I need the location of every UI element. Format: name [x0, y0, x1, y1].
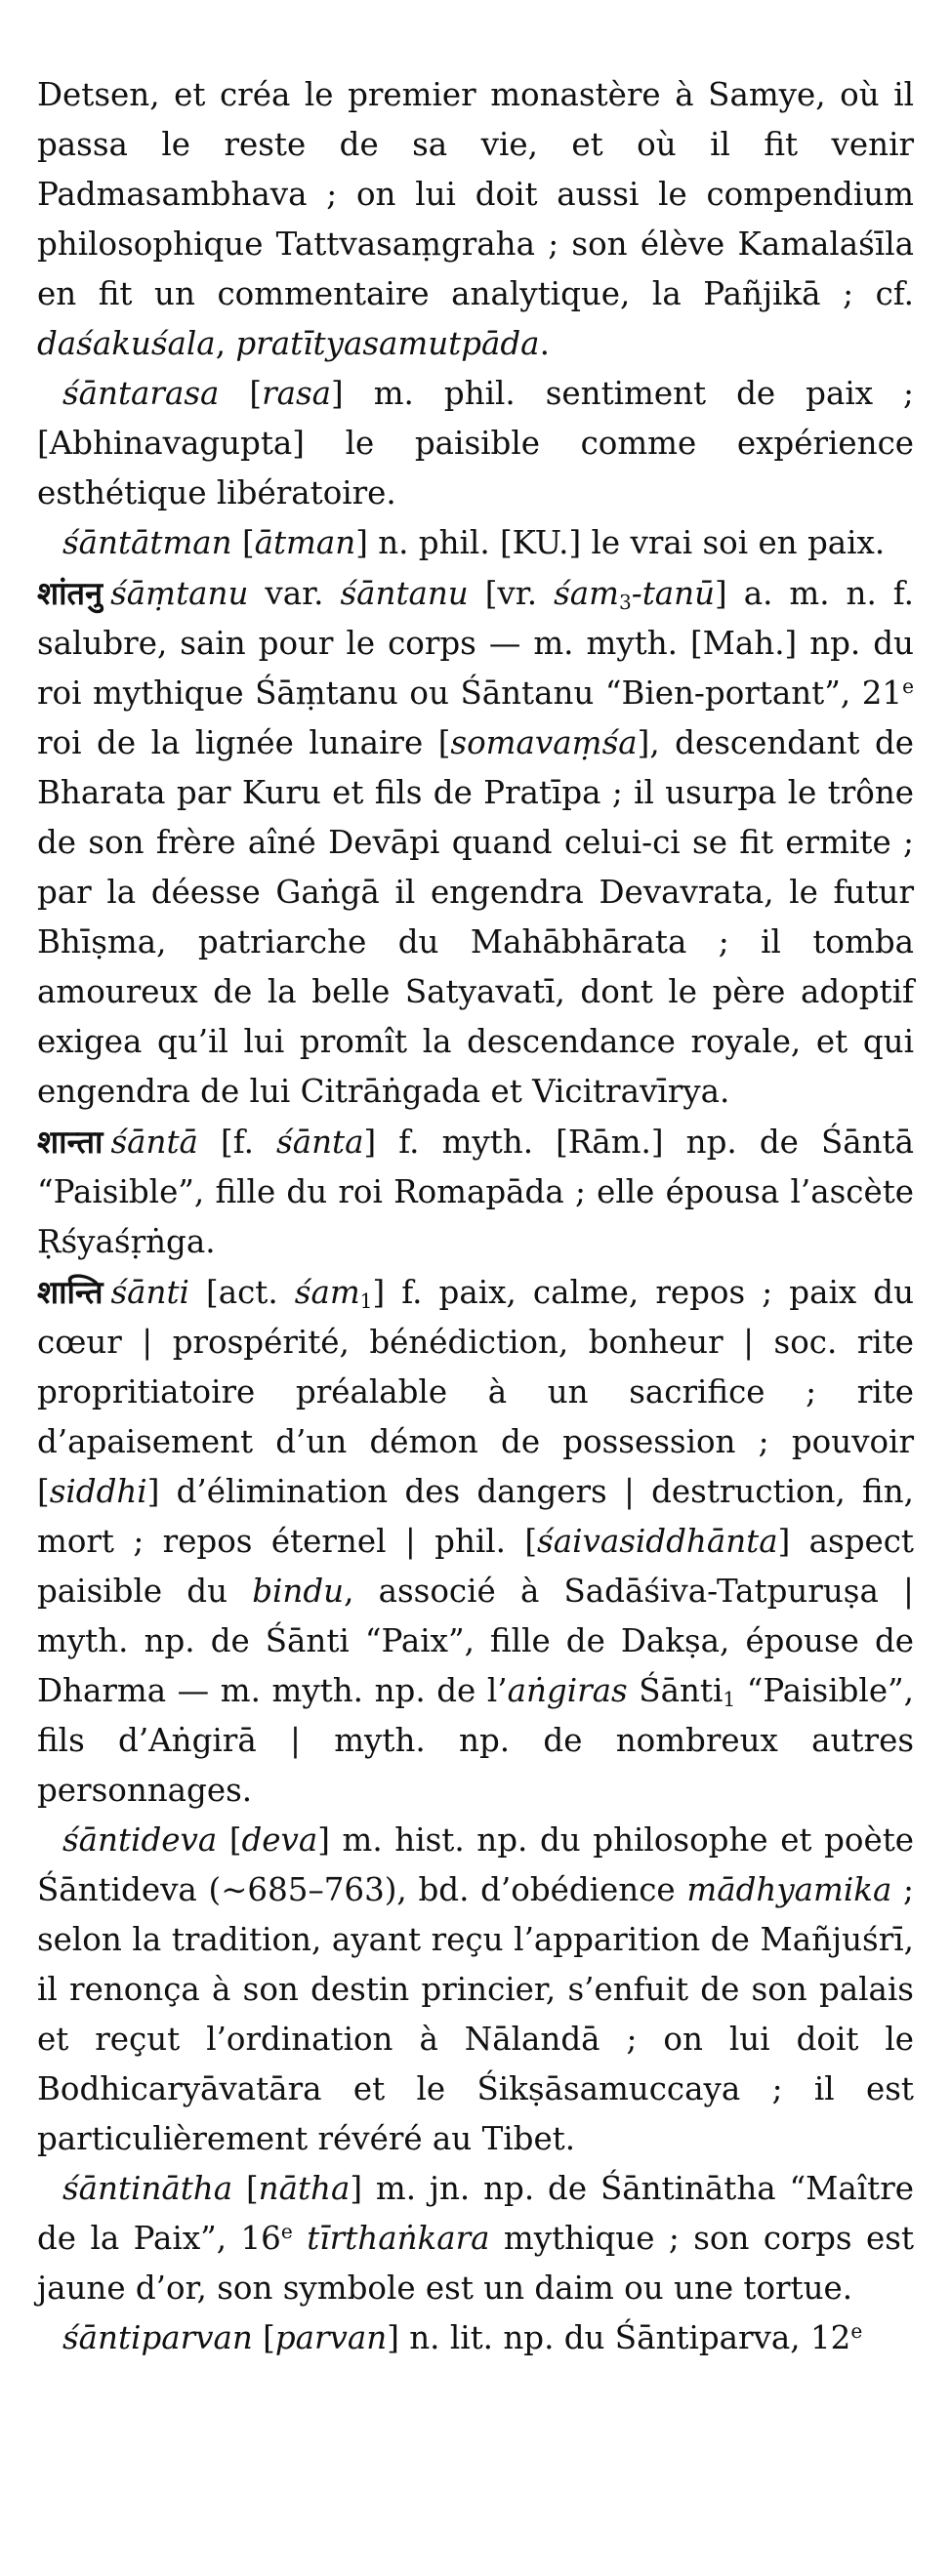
- entry-text: [: [217, 1821, 242, 1859]
- devanagari-headword: शांतनु: [37, 574, 103, 612]
- subscript-index: 3: [618, 591, 632, 615]
- italic-term: rasa: [262, 375, 332, 412]
- entry-santideva: [37, 1816, 914, 2164]
- superscript-ordinal: e: [280, 2219, 293, 2243]
- entry-santinatha: [37, 2164, 914, 2313]
- entry-text: ,: [215, 325, 236, 362]
- entry-text: [: [219, 375, 263, 412]
- entry-continuation: [37, 70, 914, 369]
- entry-text: ] f. myth. [Rām.] np. de Śāntā “Paisible”, fille du roi Romapāda ; elle épousa l’ascète Ṛśyaśṛṅga.: [37, 1124, 914, 1260]
- superscript-ordinal: e: [902, 674, 914, 698]
- italic-term: śaivasiddhānta: [537, 1523, 778, 1560]
- entry-text: ] n. phil. [KU.] le vrai soi en paix.: [355, 524, 886, 561]
- italic-term: mādhyamika: [686, 1871, 892, 1908]
- italic-term: śāntarasa: [62, 375, 220, 412]
- entry-text: roi de la lignée lunaire [: [37, 724, 451, 761]
- entry-santa: [37, 1117, 914, 1267]
- italic-term: śānti: [110, 1274, 189, 1311]
- entry-text: ] d’élimination des dangers | destruction, fin, mort ; repos éternel | phil. [: [37, 1473, 914, 1560]
- entry-text: [: [252, 2319, 275, 2356]
- superscript-ordinal: e: [850, 2318, 863, 2343]
- entry-text: var.: [248, 575, 341, 612]
- entry-text: ] f. paix, calme, repos ; paix du cœur | prospérité, bénédiction, bonheur | soc. rite propritiatoire préalable à un sacrifice ; rite d’apaisement d’un démon de possession ; pouvoir [: [37, 1274, 915, 1510]
- entry-text: [: [232, 2170, 259, 2207]
- entry-text: .: [539, 325, 550, 362]
- italic-term: śāntiparvan: [62, 2319, 253, 2356]
- entry-samtanu: [37, 568, 914, 1117]
- entry-text: ] m. jn. np. de Śāntinātha “Maître de la Paix”, 16: [37, 2170, 914, 2257]
- entry-text: ; selon la tradition, ayant reçu l’apparition de Mañjuśrī, il renonça à son destin princier, s’enfuit de son palais et reçut l’ordination à Nālandā ; on lui doit le Bodhicaryāvatāra et le Śikṣāsamuccaya ; il est particulièrement révéré au Tibet.: [37, 1871, 915, 2157]
- italic-term: aṅgiras: [507, 1672, 628, 1709]
- italic-term: śāntātman: [62, 524, 232, 561]
- entry-text: Detsen, et créa le premier monastère à Samye, où il passa le reste de sa vie, et où il fit venir Padmasambhava ; on lui doit aussi le compendium philosophique Tattvasaṃgraha ; son élève Kamalaśīla en fit un commentaire analytique, la Pañjikā ; cf.: [37, 76, 914, 312]
- italic-term: nātha: [258, 2170, 351, 2207]
- entry-text: ] aspect paisible du: [37, 1523, 914, 1610]
- subscript-index: 1: [723, 1688, 736, 1712]
- entry-text: mythique ; son corps est jaune d’or, son symbole est un daim ou une tortue.: [37, 2220, 914, 2307]
- entry-text: ] a. m. n. f. salubre, sain pour le corps — m. myth. [Mah.] np. du roi mythique Śāṃtanu ou Śāntanu “Bien-portant”, 21: [37, 575, 914, 712]
- entry-text: ] m. phil. sentiment de paix ; [Abhinavagupta] le paisible comme expérience esthétique libératoire.: [37, 375, 914, 511]
- italic-term: siddhi: [49, 1473, 147, 1510]
- italic-term: deva: [241, 1821, 318, 1859]
- entry-text: ], descendant de Bharata par Kuru et fils de Pratīpa ; il usurpa le trône de son frère aîné Devāpi quand celui-ci se fit ermite ; par la déesse Gaṅgā il engendra Devavrata, le futur Bhīṣma, patriarche du Mahābhārata ; il tomba amoureux de la belle Satyavatī, dont le père adoptif exigea qu’il lui promît la descendance royale, et qui engendra de lui Citrāṅgada et Vicitravīrya.: [37, 724, 914, 1110]
- italic-term: śāntanu: [340, 575, 469, 612]
- italic-term: śāntinātha: [62, 2170, 233, 2207]
- italic-term: ātman: [254, 524, 356, 561]
- entry-text: “Paisible”, fils d’Aṅgirā | myth. np. de nombreux autres personnages.: [37, 1672, 915, 1809]
- italic-term: -tanū: [631, 575, 716, 612]
- entry-text: [f.: [197, 1124, 277, 1161]
- italic-term: śam: [294, 1274, 360, 1311]
- entry-text: [: [231, 524, 255, 561]
- entry-text: [293, 2220, 307, 2257]
- entry-text: ] n. lit. np. du Śāntiparva, 12: [387, 2319, 851, 2356]
- italic-term: śāntā: [110, 1124, 198, 1161]
- entry-text: ] m. hist. np. du philosophe et poète Śāntideva (∼685–763), bd. d’obédience: [37, 1821, 914, 1908]
- entry-santiparvan: [37, 2313, 914, 2363]
- entry-text: [vr.: [468, 575, 555, 612]
- italic-term: parvan: [274, 2319, 388, 2356]
- italic-term: śāntideva: [62, 1821, 218, 1859]
- subscript-index: 1: [359, 1289, 373, 1314]
- entry-text: [act.: [188, 1274, 295, 1311]
- devanagari-headword: शान्ति: [37, 1273, 103, 1311]
- devanagari-headword: शान्ता: [37, 1123, 103, 1161]
- italic-term: śānta: [276, 1124, 364, 1161]
- italic-term: somavaṃśa: [450, 724, 638, 761]
- entry-santatman: [37, 518, 914, 568]
- italic-term: bindu: [252, 1573, 345, 1610]
- italic-term: śāṃtanu: [110, 575, 249, 612]
- italic-term: śam: [554, 575, 619, 612]
- entry-text: , associé à Sadāśiva-Tatpuruṣa | myth. np. de Śānti “Paix”, fille de Dakṣa, épouse de Dharma — m. myth. np. de l’: [37, 1573, 914, 1709]
- italic-term: tīrthaṅkara: [307, 2220, 490, 2257]
- entry-santi: [37, 1267, 914, 1816]
- italic-term: pratītyasamutpāda: [235, 325, 540, 362]
- entry-text: Śānti: [627, 1672, 724, 1709]
- italic-term: daśakuśala: [37, 325, 216, 362]
- entry-santarasa: [37, 369, 914, 518]
